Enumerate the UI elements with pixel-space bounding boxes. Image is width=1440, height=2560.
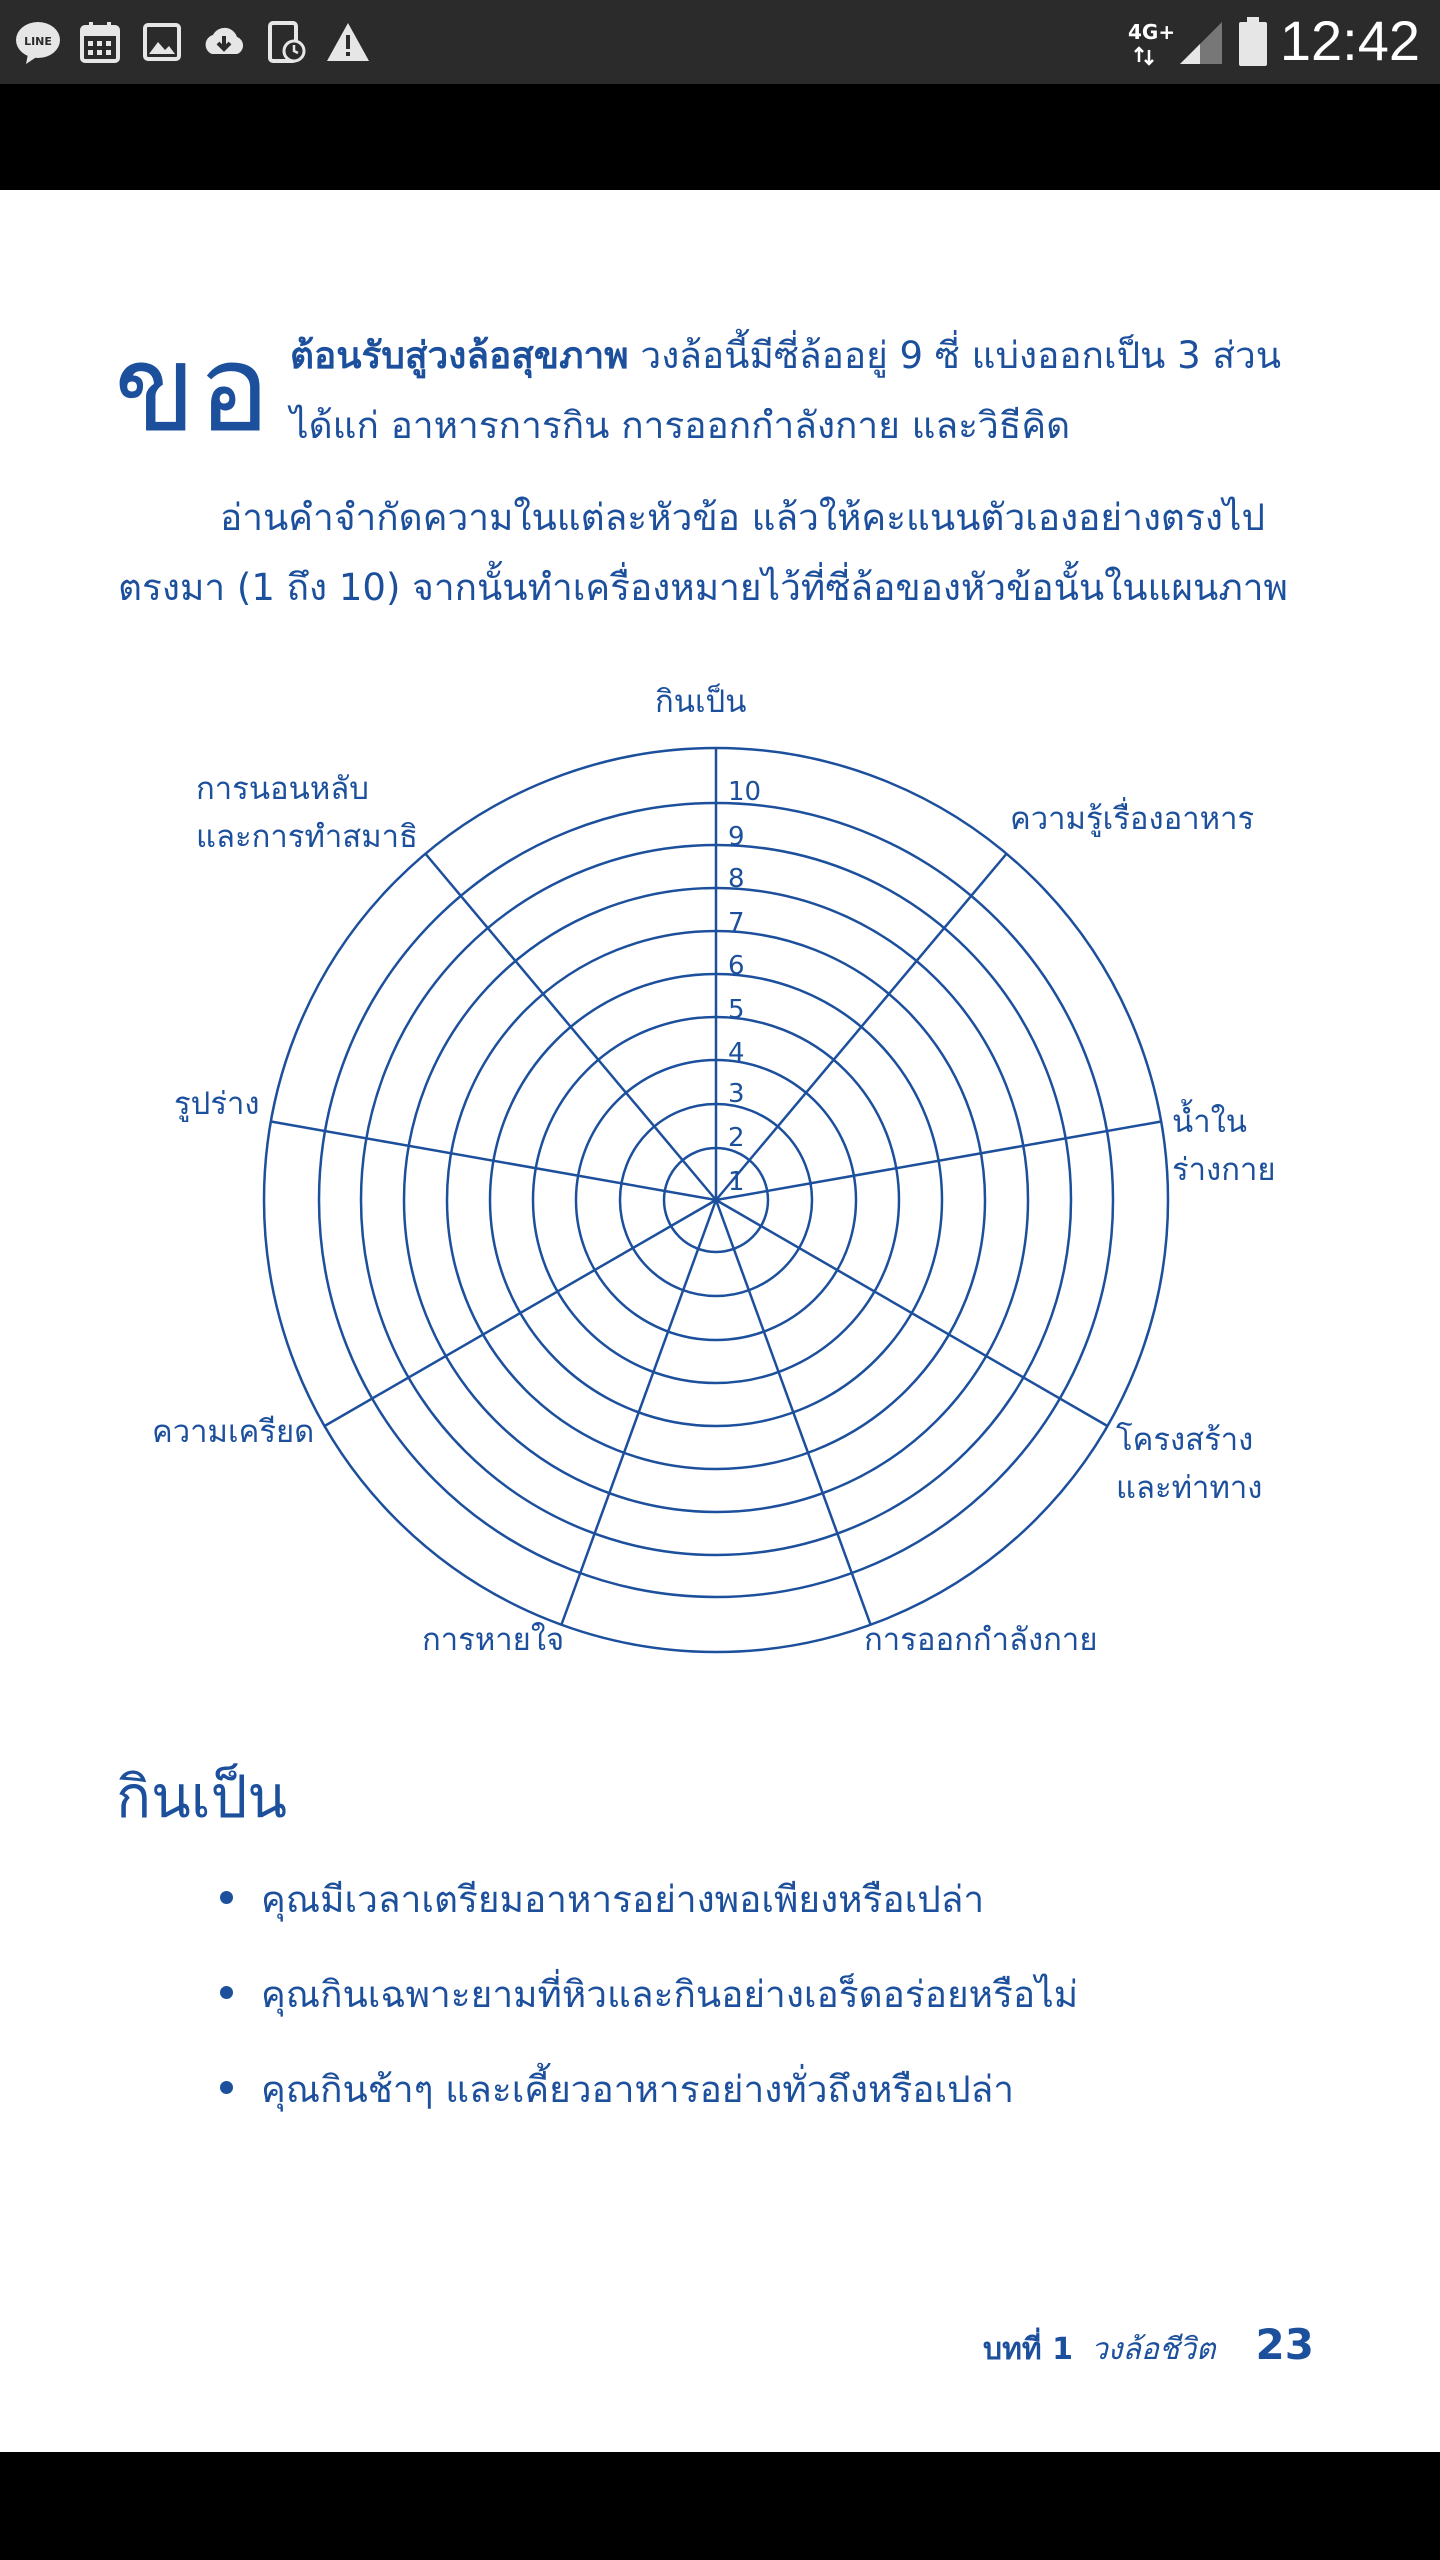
spoke-label (1116, 1416, 1262, 1512)
chapter-label: บทที่ 1 (983, 2332, 1073, 2367)
status-bar (0, 0, 1440, 84)
wheel-spoke (325, 1200, 716, 1426)
spoke-label-line: ความเครียด (152, 1414, 315, 1450)
instruction-line-2: ตรงมา (1 ถึง 10) จากนั้นทำเครื่องหมายไว้ที่ซี่ล้อของหัวข้อนั้นในแผนภาพ (118, 566, 1288, 609)
download-icon (200, 18, 248, 66)
spoke-label (1010, 795, 1254, 843)
gallery-icon (138, 18, 186, 66)
scale-number: 2 (728, 1123, 745, 1153)
scale-number: 8 (728, 864, 745, 894)
spoke-label-line: ความรู้เรื่องอาหาร (1010, 801, 1255, 837)
spoke-label-line: กินเป็น (655, 684, 747, 720)
bullet-text: คุณกินเฉพาะยามที่หิวและกินอย่างเอร็ดอร่อยหรือไม่ (261, 1973, 1079, 2016)
tablet-clock-icon (262, 18, 310, 66)
instruction-line-1: อ่านคำจำกัดความในแต่ละหัวข้อ แล้วให้คะแนนตัวเองอย่างตรงไป (220, 496, 1265, 539)
bottom-black-band (0, 2452, 1440, 2560)
bullet-dot (220, 1986, 233, 1999)
svg-text:LINE: LINE (24, 35, 52, 48)
page-footer (983, 2320, 1314, 2373)
bullet-text: คุณกินช้าๆ และเคี้ยวอาหารอย่างทั่วถึงหรือเปล่า (261, 2068, 1015, 2111)
bullet-dot (220, 1891, 233, 1904)
status-time: 12:42 (1279, 9, 1420, 72)
spoke-label-line: การหายใจ (422, 1622, 565, 1658)
scale-number: 10 (728, 777, 762, 807)
spoke-label (196, 765, 418, 861)
section-title: กินเป็น (116, 1763, 288, 1831)
spoke-label (1172, 1098, 1276, 1194)
intro-bold-phrase: ต้อนรับสู่วงล้อสุขภาพ (290, 334, 629, 377)
wheel-spoke (716, 1200, 1107, 1426)
spoke-label-line: รูปร่าง (174, 1086, 260, 1122)
page-number: 23 (1255, 2320, 1314, 2369)
calendar-icon (76, 18, 124, 66)
line-app-icon (14, 18, 62, 66)
book-page (0, 190, 1440, 2452)
scale-number: 5 (728, 995, 745, 1025)
spoke-label (152, 1408, 314, 1456)
spoke-label-line: น้ำใน (1172, 1104, 1247, 1140)
signal-icon (1178, 20, 1224, 66)
spoke-label (864, 1616, 1097, 1664)
intro-line-1-rest: วงล้อนี้มีซี่ล้ออยู่ 9 ซี่ แบ่งออกเป็น 3 ส่วน (628, 334, 1282, 377)
spoke-label-line: ร่างกาย (1172, 1152, 1276, 1188)
wheel-spoke (561, 1200, 716, 1625)
wheel-spoke (716, 1122, 1161, 1200)
drop-cap: ขอ (114, 320, 273, 459)
wheel-spoke (425, 854, 716, 1200)
wheel-spoke (716, 854, 1007, 1200)
spoke-label-line: การนอนหลับ (196, 771, 369, 807)
scale-number: 1 (728, 1167, 745, 1197)
bullet-text: คุณมีเวลาเตรียมอาหารอย่างพอเพียงหรือเปล่า (261, 1878, 985, 1921)
bullet-dot (220, 2081, 233, 2094)
scale-number: 6 (728, 951, 745, 981)
chapter-title: วงล้อชีวิต (1090, 2332, 1216, 2367)
data-arrows-icon (1134, 46, 1154, 66)
spoke-label (655, 678, 746, 726)
scale-number: 4 (728, 1038, 745, 1068)
spoke-label (422, 1616, 564, 1664)
intro-line-2: ได้แก่ อาหารการกิน การออกกำลังกาย และวิธีคิด (290, 404, 1071, 447)
scale-number: 7 (728, 908, 745, 938)
spoke-label (174, 1080, 260, 1128)
bullet-item (220, 1870, 984, 1929)
bullet-item (220, 2060, 1014, 2119)
bullet-item (220, 1965, 1078, 2024)
wheel-spoke (271, 1122, 716, 1200)
warning-icon (324, 18, 372, 66)
spoke-label-line: โครงสร้าง (1116, 1422, 1254, 1458)
battery-icon (1236, 16, 1270, 68)
wheel-spoke (716, 1200, 871, 1625)
spoke-label-line: และท่าทาง (1116, 1470, 1263, 1506)
spoke-label-line: และการทำสมาธิ (196, 819, 418, 855)
scale-number: 9 (728, 822, 745, 852)
top-black-band (0, 84, 1440, 190)
spoke-label-line: การออกกำลังกาย (864, 1622, 1098, 1658)
scale-number: 3 (728, 1079, 745, 1109)
network-type-label: 4G+ (1128, 20, 1176, 44)
